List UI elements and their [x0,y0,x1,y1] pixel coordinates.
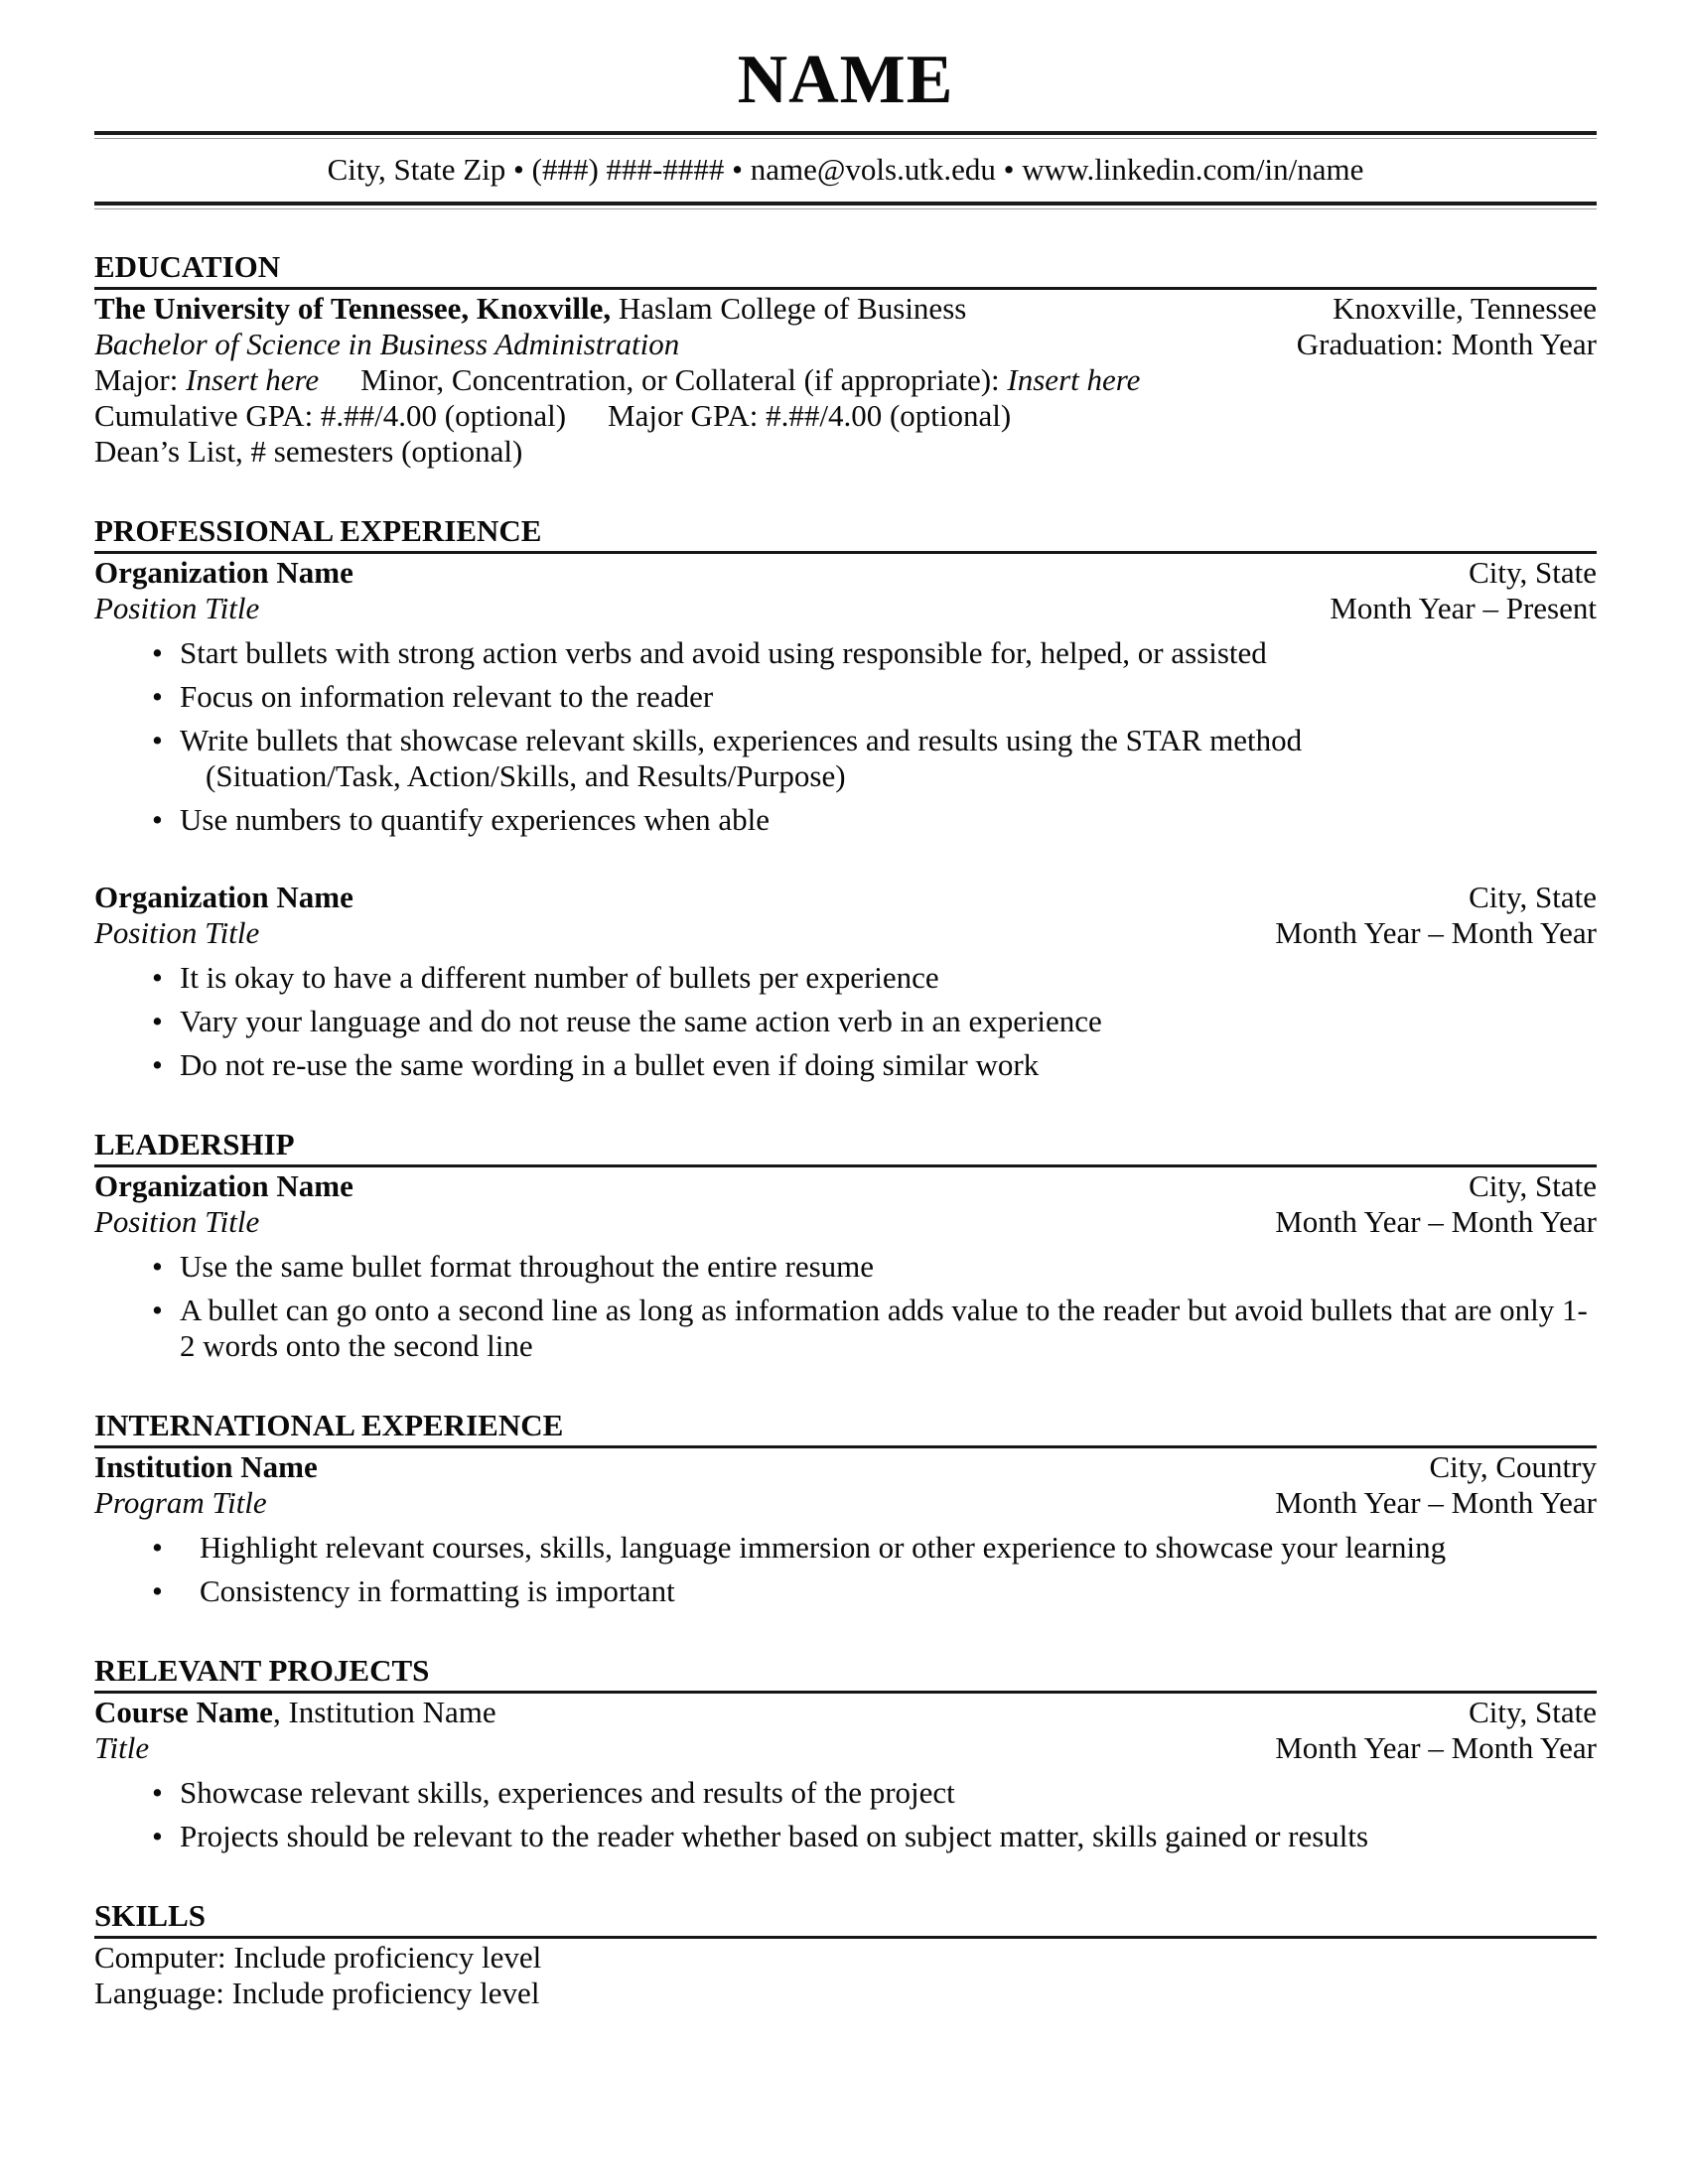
section-heading-education: EDUCATION [94,249,1597,290]
section-heading-projects: RELEVANT PROJECTS [94,1653,1597,1694]
bullet-icon: • [152,1530,163,1565]
bullet-list [152,960,1597,1083]
bullet-item [152,1293,1597,1364]
bullet-list [152,1530,1597,1609]
bullet-list [152,635,1597,838]
bullet-text: Use numbers to quantify experiences when able [180,802,770,837]
entry-header-row [94,1695,1597,1730]
section-international-experience [94,1408,1597,1609]
minor-value: Insert here [1007,362,1141,397]
section-heading-professional: PROFESSIONAL EXPERIENCE [94,513,1597,554]
institution-name: The University of Tennessee, Knoxville, [94,291,612,326]
section-heading-skills: SKILLS [94,1898,1597,1939]
bullet-text: Do not re-use the same wording in a bullet even if doing similar work [180,1047,1040,1082]
course-institution: , Institution Name [272,1695,496,1729]
entry-position-title: Position Title [94,915,260,950]
entry-organization: Organization Name [94,555,353,590]
entry-program-title: Program Title [94,1485,267,1520]
entry-location: City, Country [1429,1449,1597,1484]
experience-entry [94,880,1597,1083]
bullet-icon: • [152,723,163,757]
entry-title-row [94,1485,1597,1521]
education-location: Knoxville, Tennessee [1333,291,1597,326]
gpa-major: Major GPA: #.##/4.00 (optional) [608,398,1012,433]
bullet-text: It is okay to have a different number of bullets per experience [180,960,939,995]
education-institution [94,291,1333,327]
entry-dates: Month Year – Month Year [1275,1204,1597,1239]
entry-dates: Month Year – Month Year [1275,1485,1597,1520]
section-heading-international: INTERNATIONAL EXPERIENCE [94,1408,1597,1448]
section-skills [94,1898,1597,2011]
bullet-text: A bullet can go onto a second line as long as information adds value to the reader but avoid bullets that are only 1-2 words onto the second line [180,1293,1588,1363]
entry-title-row [94,591,1597,626]
bullet-text: Showcase relevant skills, experiences and results of the project [180,1775,955,1810]
bullet-icon: • [152,1573,163,1608]
skill-computer: Computer: Include proficiency level [94,1940,542,1975]
gpa-cumulative: Cumulative GPA: #.##/4.00 (optional) [94,398,567,433]
section-leadership [94,1127,1597,1364]
education-degree: Bachelor of Science in Business Administration [94,327,680,361]
entry-project-title: Title [94,1730,150,1765]
institution-college: Haslam College of Business [611,291,967,326]
education-major-line [94,362,1597,398]
section-professional-experience [94,513,1597,1083]
entry-header-row [94,1449,1597,1485]
international-entry [94,1449,1597,1609]
section-education [94,249,1597,470]
skill-language: Language: Include proficiency level [94,1976,540,2010]
bullet-icon: • [152,635,163,670]
bullet-icon: • [152,1775,163,1810]
education-institution-row [94,291,1597,327]
section-relevant-projects [94,1653,1597,1854]
project-entry [94,1695,1597,1854]
bullet-item [152,1047,1597,1083]
bullet-list [152,1775,1597,1854]
entry-dates: Month Year – Month Year [1275,1730,1597,1765]
entry-location: City, State [1469,1168,1597,1203]
bullet-icon: • [152,679,163,714]
minor-label: Minor, Concentration, or Collateral (if appropriate): [360,362,1008,397]
bullet-text: Projects should be relevant to the reader whether based on subject matter, skills gained or results [180,1819,1369,1853]
entry-location: City, State [1469,1695,1597,1729]
bullet-icon: • [152,1004,163,1038]
entry-position-title: Position Title [94,591,260,625]
bullet-item [152,679,1597,715]
bullet-item [152,1249,1597,1285]
entry-dates: Month Year – Present [1330,591,1597,625]
entry-organization: Organization Name [94,880,353,914]
education-degree-row [94,327,1597,362]
bullet-text: Focus on information relevant to the reader [180,679,714,714]
bullet-item [152,802,1597,838]
bullet-item [152,1573,1597,1609]
entry-location: City, State [1469,880,1597,914]
entry-title-row [94,1204,1597,1240]
bullet-item [152,635,1597,671]
bullet-icon: • [152,1293,163,1327]
bullet-item [152,723,1597,794]
page-title: NAME [737,42,954,118]
major-value: Insert here [186,362,320,397]
bullet-icon: • [152,802,163,837]
bullet-list [152,1249,1597,1364]
header-divider-top [94,131,1597,139]
bullet-item [152,1775,1597,1811]
entry-course [94,1695,1469,1730]
bullet-text-main: Write bullets that showcase relevant skills, experiences and results using the STAR method [180,723,1303,757]
bullet-item [152,960,1597,996]
entry-title-row [94,915,1597,951]
education-graduation: Graduation: Month Year [1296,327,1597,361]
experience-entry [94,555,1597,838]
section-heading-leadership: LEADERSHIP [94,1127,1597,1167]
entry-header-row [94,555,1597,591]
bullet-text [180,723,1597,794]
major-label: Major: [94,362,187,397]
contact-line: City, State Zip • (###) ###-#### • name@vols.utk.edu • www.linkedin.com/in/name [327,152,1364,187]
bullet-text-continuation: (Situation/Task, Action/Skills, and Results/Purpose) [206,758,846,793]
bullet-icon: • [152,1249,163,1284]
entry-header-row [94,880,1597,915]
bullet-item [152,1004,1597,1039]
entry-organization: Organization Name [94,1168,353,1203]
bullet-text: Start bullets with strong action verbs and avoid using responsible for, helped, or assisted [180,635,1267,670]
entry-location: City, State [1469,555,1597,590]
entry-dates: Month Year – Month Year [1275,915,1597,950]
bullet-icon: • [152,1047,163,1082]
bullet-item [152,1819,1597,1854]
leadership-entry [94,1168,1597,1364]
header-divider-bottom [94,202,1597,209]
bullet-text: Vary your language and do not reuse the same action verb in an experience [180,1004,1102,1038]
entry-institution: Institution Name [94,1449,318,1484]
bullet-text: Consistency in formatting is important [200,1573,675,1608]
bullet-text: Highlight relevant courses, skills, language immersion or other experience to showcase your learning [200,1530,1447,1565]
education-deans-list: Dean’s List, # semesters (optional) [94,434,523,469]
entry-position-title: Position Title [94,1204,260,1239]
entry-header-row [94,1168,1597,1204]
bullet-icon: • [152,1819,163,1853]
bullet-item [152,1530,1597,1566]
education-gpa-line [94,398,1597,434]
bullet-icon: • [152,960,163,995]
bullet-text: Use the same bullet format throughout the entire resume [180,1249,875,1284]
course-name: Course Name [94,1695,273,1729]
entry-title-row [94,1730,1597,1766]
